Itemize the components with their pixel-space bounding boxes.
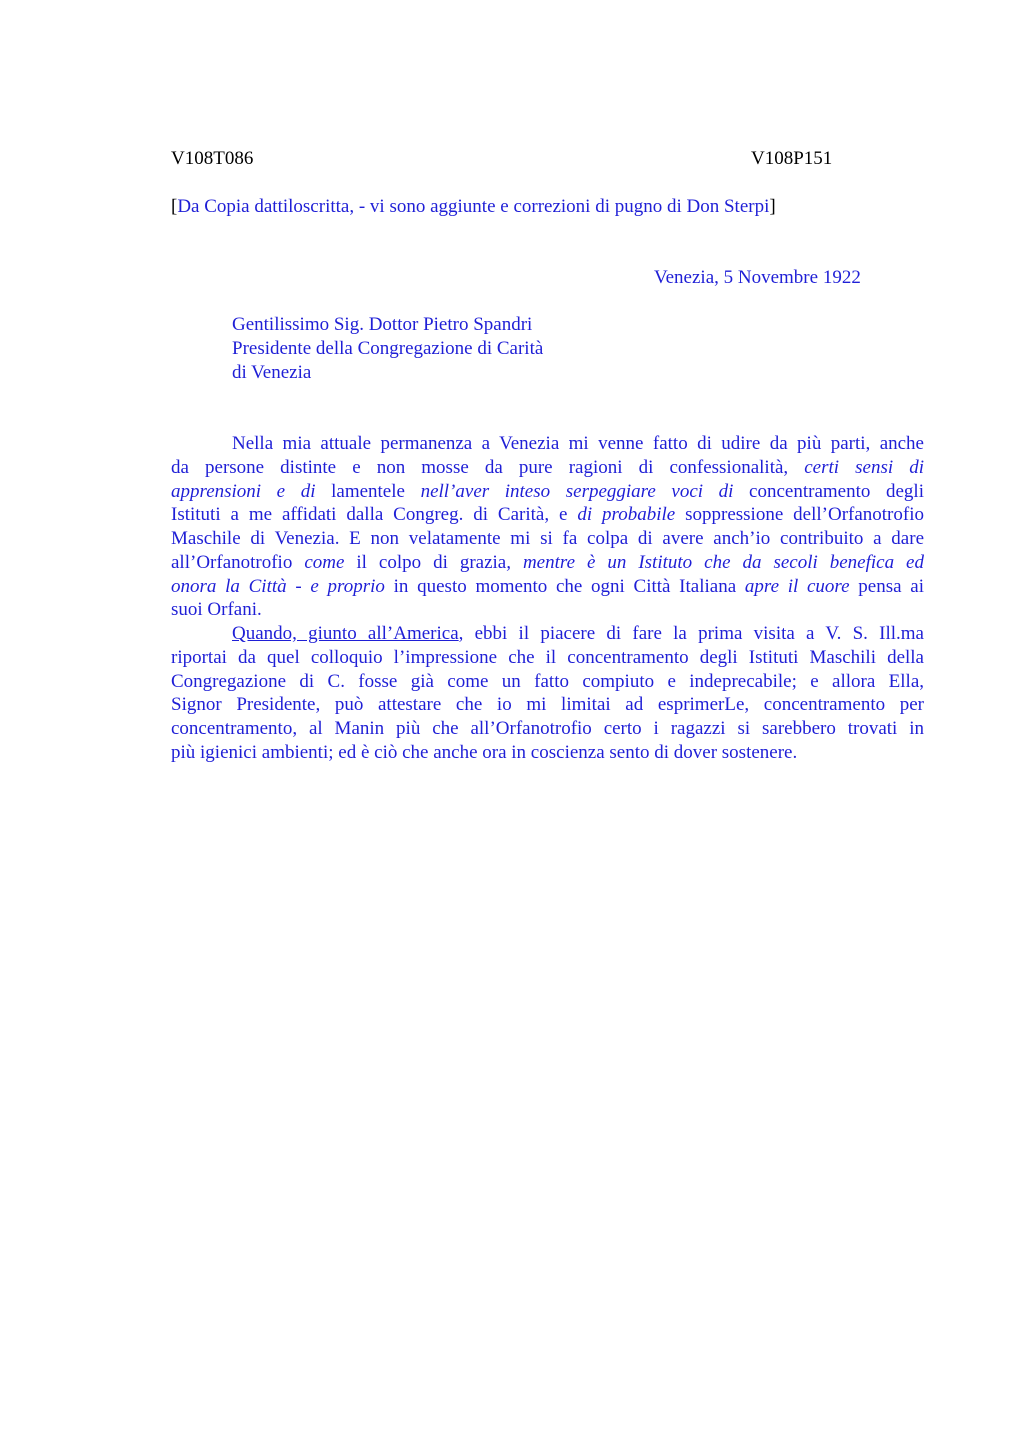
- p1-line-4-italic: di probabile: [577, 504, 676, 526]
- paragraph-1: [171, 432, 924, 622]
- p2-line-2-text: riportai da quel colloquio l’impressione che il concentramento degli Istituti Maschili della: [171, 646, 924, 668]
- p1-line-7-italic-a: onora la Città - e proprio: [171, 575, 385, 597]
- p2-line-2: [171, 646, 924, 670]
- p2-line-4: [171, 693, 924, 717]
- p1-line-6: [171, 551, 924, 575]
- p1-line-5-text: Maschile di Venezia. E non velatamente mi si fa colpa di avere anch’io contribuito a dare: [171, 528, 924, 549]
- p1-line-3-italic-c: nell’aver inteso serpeggiare voci di: [420, 480, 734, 502]
- addressee-line-2: Presidente della Congregazione di Carità: [232, 338, 544, 359]
- p2-line-6-text: più igienici ambienti; ed è ciò che anche ora in coscienza sento di dover sostenere.: [171, 741, 798, 763]
- p2-line-3-text: Congregazione di C. fosse già come un fatto compiuto e indeprecabile; e allora Ella,: [171, 670, 924, 692]
- note-open-bracket: [: [171, 196, 178, 217]
- p1-line-6-italic-b: come: [304, 551, 345, 573]
- p1-line-7-text-b: in questo momento che ogni Città Italiana: [384, 575, 745, 597]
- p1-line-7: [171, 575, 924, 599]
- p1-line-6-text-a: all’Orfanotrofio: [171, 551, 305, 573]
- note-close-bracket: ]: [769, 196, 776, 217]
- letter-body: [171, 432, 924, 765]
- paragraph-2: [171, 622, 924, 765]
- p1-line-7-italic-c: apre il cuore: [744, 575, 850, 597]
- p2-line-5-text: concentramento, al Manin più che all’Orfanotrofio certo i ragazzi si sarebbero trovati in: [171, 718, 924, 739]
- p1-line-1-text: Nella mia attuale permanenza a Venezia mi venne fatto di udire da più parti, anche: [232, 433, 924, 454]
- p1-line-8-text: suoi Orfani.: [171, 599, 262, 621]
- p1-line-1: [171, 432, 924, 456]
- p2-line-1: [171, 622, 924, 646]
- p2-line-6: [171, 741, 924, 765]
- note-text: Da Copia dattiloscritta, - vi sono aggiunte e correzioni di pugno di Don Sterpi: [177, 196, 770, 217]
- p1-line-5: [171, 527, 924, 551]
- p2-line-1-underlined: Quando, giunto all’America: [232, 623, 459, 644]
- p2-line-5: [171, 717, 924, 741]
- p2-line-1-text-b: , ebbi il piacere di fare la prima visita a V. S. Ill.ma: [458, 623, 924, 644]
- p1-line-4: [171, 503, 924, 527]
- p1-line-6-text-c: il colpo di grazia: [344, 551, 507, 573]
- p1-line-3-text-d: concentramento degli: [733, 480, 924, 502]
- addressee-line-3: di Venezia: [232, 362, 312, 383]
- p1-line-8: [171, 598, 924, 622]
- addressee-block: [232, 313, 543, 385]
- p1-line-4-text-c: soppressione dell’Orfanotrofio: [675, 504, 924, 526]
- p1-line-2: [171, 456, 924, 480]
- p1-line-2-italic: certi sensi di: [804, 456, 924, 478]
- p1-line-6-italic-d: , mentre è un Istituto che da secoli benefica ed: [506, 551, 924, 573]
- source-note: [171, 195, 776, 219]
- p1-line-7-text-d: pensa ai: [849, 575, 924, 597]
- p1-line-2-text-a: da persone distinte e non mosse da pure ragioni di confessionalità,: [171, 456, 805, 478]
- document-code-left: V108T086: [171, 148, 254, 169]
- p1-line-3-text-b: lamentele: [315, 480, 421, 502]
- p1-line-4-text-a: Istituti a me affidati dalla Congreg. di Carità, e: [171, 504, 578, 526]
- document-code-right: V108P151: [751, 148, 833, 169]
- letter-date: Venezia, 5 Novembre 1922: [654, 267, 861, 288]
- p1-line-3: [171, 480, 924, 504]
- p1-line-3-italic-a: apprensioni e di: [171, 480, 316, 502]
- p2-line-4-text: Signor Presidente, può attestare che io mi limitai ad esprimerLe, concentramento per: [171, 694, 924, 716]
- p2-line-3: [171, 670, 924, 694]
- addressee-line-1: Gentilissimo Sig. Dottor Pietro Spandri: [232, 314, 533, 335]
